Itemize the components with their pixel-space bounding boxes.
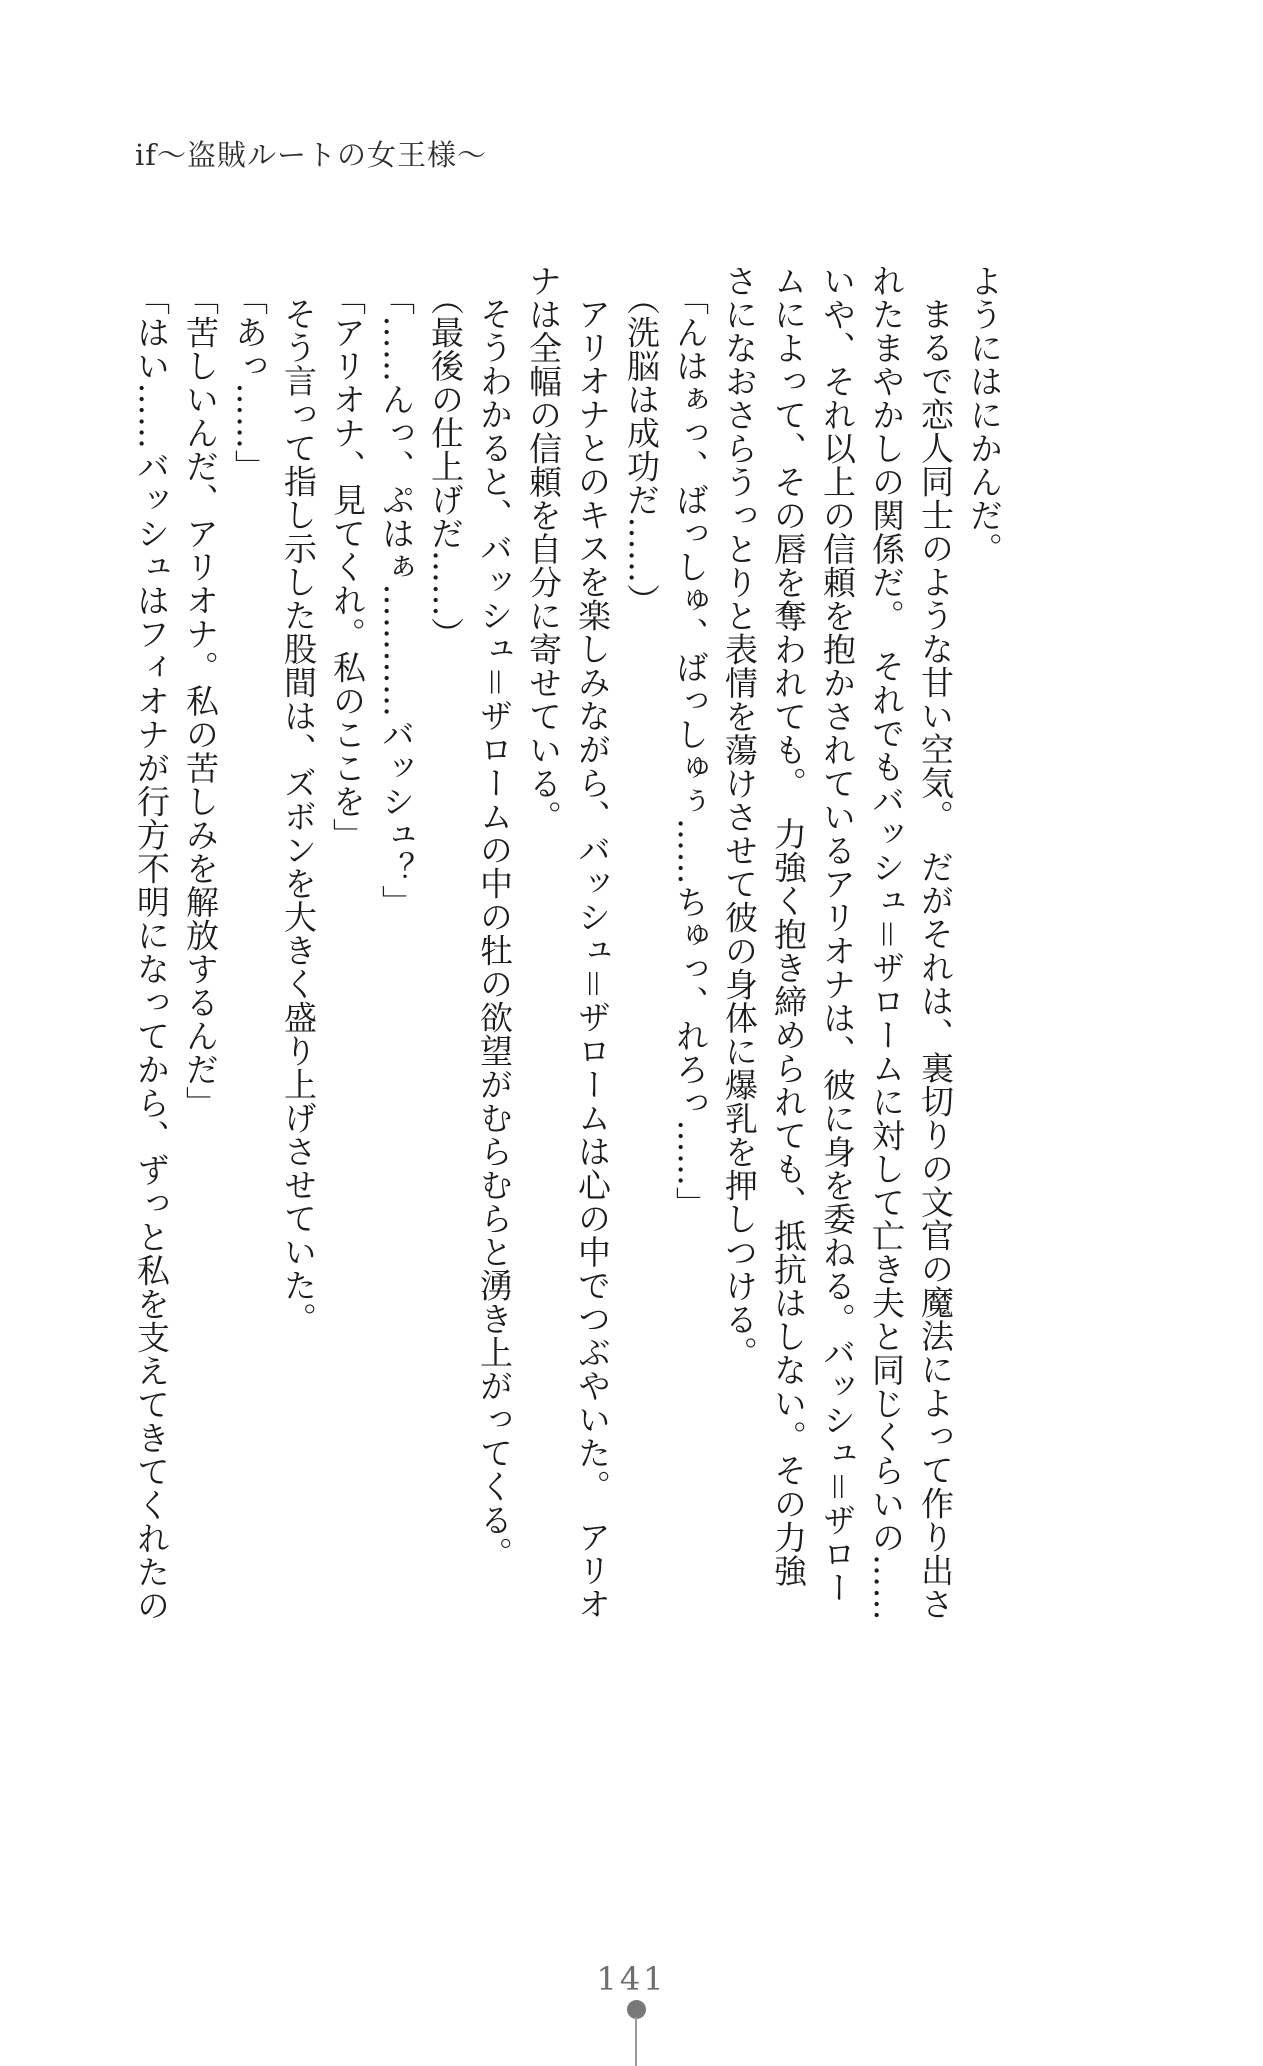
text-column: そうわかると、バッシュ＝ザロームの中の牡の欲望がむらむらと湧き上がってくる。 xyxy=(475,297,514,1570)
text-column: いや、それ以上の信頼を抱かされているアリオナは、彼に身を委ねる。バッシュ＝ザロー xyxy=(818,264,857,1604)
text-column: さになおさらうっとりと表情を蕩けさせて彼の身体に爆乳を押しつける。 xyxy=(720,264,759,1370)
text-block xyxy=(127,264,1009,1664)
text-column: （洗脳は成功だ……） xyxy=(622,282,661,617)
footer xyxy=(0,1960,1263,1998)
text-column: （最後の仕上げだ……） xyxy=(426,282,465,651)
text-column: 「はい……バッシュはフィオナが行方不明になってから、ずっと私を支えてきてくれたの xyxy=(132,282,171,1622)
footer-ornament-line xyxy=(635,2017,637,2066)
text-column: ようにはにかんだ。 xyxy=(965,264,1004,566)
text-column: ナは全幅の信頼を自分に寄せている。 xyxy=(524,264,563,834)
text-column: 「アリオナ、見てくれ。私のここを」 xyxy=(328,282,367,852)
text-column: まるで恋人同士のような甘い空気。 だがそれは、裏切りの文官の魔法によって作り出さ xyxy=(916,297,955,1621)
text-column: ムによって、その唇を奪われても。 力強く抱き締められても、抵抗はしない。その力強 xyxy=(769,264,808,1588)
running-header: if〜盗賊ルートの女王様〜 xyxy=(135,138,488,172)
text-column: 「あっ……」 xyxy=(230,282,269,483)
text-column: そう言って指し示した股間は、ズボンを大きく盛り上げさせていた。 xyxy=(279,297,318,1336)
text-column: 「んはぁっ、ばっしゅ、ばっしゅぅ……ちゅっ、れろっ……」 xyxy=(671,282,710,1220)
text-column: れたまやかしの関係だ。 それでもバッシュ＝ザロームに対して亡き夫と同じくらいの…… xyxy=(867,264,906,1621)
text-column: 「……んっ、ぷはぁ…………バッシュ？」 xyxy=(377,282,416,919)
text-column: 「苦しいんだ、アリオナ。私の苦しみを解放するんだ」 xyxy=(181,282,220,1120)
page-number: 141 xyxy=(596,1960,667,1998)
text-column: アリオナとのキスを楽しみながら、バッシュ＝ザロームは心の中でつぶやいた。 アリオ xyxy=(573,297,612,1621)
